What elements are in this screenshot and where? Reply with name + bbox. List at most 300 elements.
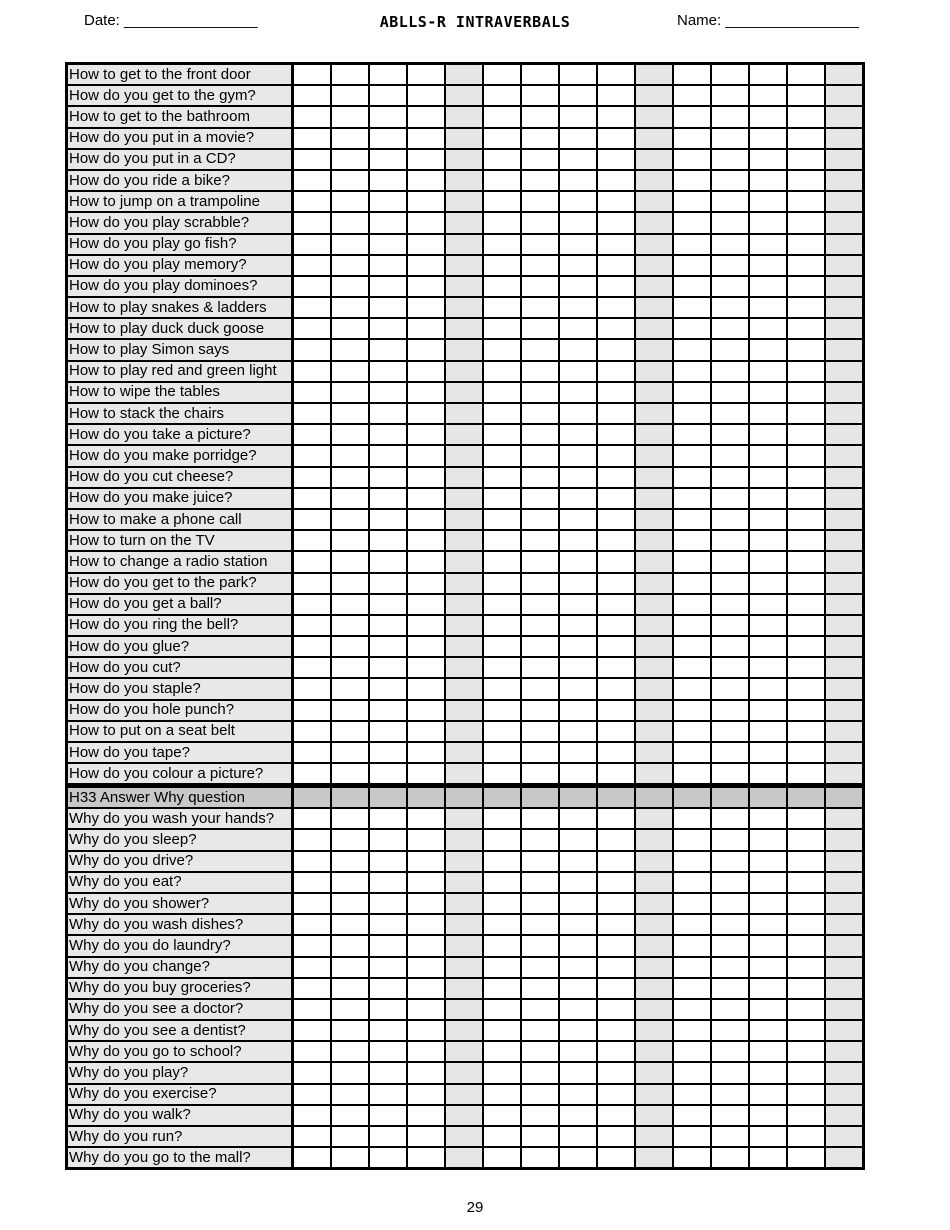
score-cell[interactable] bbox=[597, 914, 635, 935]
score-cell[interactable] bbox=[521, 893, 559, 914]
score-cell[interactable] bbox=[559, 636, 597, 657]
score-cell[interactable] bbox=[749, 999, 787, 1020]
score-cell[interactable] bbox=[483, 276, 521, 297]
score-cell[interactable] bbox=[825, 234, 864, 255]
score-cell[interactable] bbox=[331, 914, 369, 935]
score-cell[interactable] bbox=[521, 1041, 559, 1062]
score-cell[interactable] bbox=[749, 424, 787, 445]
score-cell[interactable] bbox=[749, 85, 787, 106]
score-cell[interactable] bbox=[369, 615, 407, 636]
score-cell[interactable] bbox=[407, 403, 445, 424]
score-cell[interactable] bbox=[369, 297, 407, 318]
score-cell[interactable] bbox=[711, 700, 749, 721]
score-cell[interactable] bbox=[521, 339, 559, 360]
score-cell[interactable] bbox=[825, 488, 864, 509]
score-cell[interactable] bbox=[293, 594, 332, 615]
score-cell[interactable] bbox=[483, 1147, 521, 1169]
score-cell[interactable] bbox=[559, 382, 597, 403]
score-cell[interactable] bbox=[521, 1126, 559, 1147]
score-cell[interactable] bbox=[825, 128, 864, 149]
score-cell[interactable] bbox=[407, 978, 445, 999]
score-cell[interactable] bbox=[331, 742, 369, 763]
score-cell[interactable] bbox=[331, 467, 369, 488]
score-cell[interactable] bbox=[635, 85, 673, 106]
score-cell[interactable] bbox=[749, 573, 787, 594]
score-cell[interactable] bbox=[711, 149, 749, 170]
score-cell[interactable] bbox=[293, 829, 332, 850]
score-cell[interactable] bbox=[749, 361, 787, 382]
score-cell[interactable] bbox=[331, 978, 369, 999]
score-cell[interactable] bbox=[445, 551, 483, 572]
score-cell[interactable] bbox=[597, 445, 635, 466]
score-cell[interactable] bbox=[293, 678, 332, 699]
score-cell[interactable] bbox=[483, 1105, 521, 1126]
score-cell[interactable] bbox=[787, 1105, 825, 1126]
score-cell[interactable] bbox=[445, 893, 483, 914]
score-cell[interactable] bbox=[749, 594, 787, 615]
score-cell[interactable] bbox=[635, 594, 673, 615]
score-cell[interactable] bbox=[331, 170, 369, 191]
score-cell[interactable] bbox=[673, 851, 711, 872]
score-cell[interactable] bbox=[521, 1062, 559, 1083]
score-cell[interactable] bbox=[711, 85, 749, 106]
score-cell[interactable] bbox=[293, 808, 332, 829]
score-cell[interactable] bbox=[825, 1126, 864, 1147]
score-cell[interactable] bbox=[749, 339, 787, 360]
score-cell[interactable] bbox=[559, 1041, 597, 1062]
score-cell[interactable] bbox=[749, 64, 787, 86]
score-cell[interactable] bbox=[369, 978, 407, 999]
score-cell[interactable] bbox=[787, 509, 825, 530]
score-cell[interactable] bbox=[293, 636, 332, 657]
score-cell[interactable] bbox=[559, 234, 597, 255]
score-cell[interactable] bbox=[787, 700, 825, 721]
score-cell[interactable] bbox=[825, 318, 864, 339]
score-cell[interactable] bbox=[521, 191, 559, 212]
score-cell[interactable] bbox=[597, 872, 635, 893]
score-cell[interactable] bbox=[407, 255, 445, 276]
score-cell[interactable] bbox=[331, 1126, 369, 1147]
score-cell[interactable] bbox=[825, 829, 864, 850]
score-cell[interactable] bbox=[521, 318, 559, 339]
score-cell[interactable] bbox=[711, 829, 749, 850]
score-cell[interactable] bbox=[635, 1041, 673, 1062]
score-cell[interactable] bbox=[825, 573, 864, 594]
score-cell[interactable] bbox=[293, 999, 332, 1020]
score-cell[interactable] bbox=[369, 1020, 407, 1041]
score-cell[interactable] bbox=[559, 445, 597, 466]
score-cell[interactable] bbox=[635, 106, 673, 127]
score-cell[interactable] bbox=[597, 297, 635, 318]
score-cell[interactable] bbox=[559, 893, 597, 914]
score-cell[interactable] bbox=[445, 1147, 483, 1169]
score-cell[interactable] bbox=[369, 1105, 407, 1126]
score-cell[interactable] bbox=[407, 424, 445, 445]
score-cell[interactable] bbox=[711, 1084, 749, 1105]
score-cell[interactable] bbox=[825, 700, 864, 721]
score-cell[interactable] bbox=[787, 212, 825, 233]
score-cell[interactable] bbox=[331, 957, 369, 978]
score-cell[interactable] bbox=[749, 445, 787, 466]
score-cell[interactable] bbox=[787, 742, 825, 763]
score-cell[interactable] bbox=[635, 851, 673, 872]
score-cell[interactable] bbox=[445, 742, 483, 763]
score-cell[interactable] bbox=[369, 234, 407, 255]
score-cell[interactable] bbox=[673, 1126, 711, 1147]
score-cell[interactable] bbox=[597, 978, 635, 999]
score-cell[interactable] bbox=[635, 872, 673, 893]
score-cell[interactable] bbox=[787, 234, 825, 255]
score-cell[interactable] bbox=[787, 467, 825, 488]
score-cell[interactable] bbox=[749, 212, 787, 233]
score-cell[interactable] bbox=[711, 424, 749, 445]
score-cell[interactable] bbox=[825, 382, 864, 403]
score-cell[interactable] bbox=[749, 1020, 787, 1041]
score-cell[interactable] bbox=[749, 700, 787, 721]
score-cell[interactable] bbox=[635, 742, 673, 763]
score-cell[interactable] bbox=[635, 700, 673, 721]
score-cell[interactable] bbox=[483, 318, 521, 339]
score-cell[interactable] bbox=[331, 763, 369, 785]
score-cell[interactable] bbox=[673, 721, 711, 742]
score-cell[interactable] bbox=[749, 1147, 787, 1169]
score-cell[interactable] bbox=[483, 978, 521, 999]
score-cell[interactable] bbox=[787, 1041, 825, 1062]
score-cell[interactable] bbox=[711, 657, 749, 678]
score-cell[interactable] bbox=[711, 935, 749, 956]
score-cell[interactable] bbox=[825, 297, 864, 318]
score-cell[interactable] bbox=[445, 999, 483, 1020]
score-cell[interactable] bbox=[483, 297, 521, 318]
score-cell[interactable] bbox=[369, 382, 407, 403]
score-cell[interactable] bbox=[521, 978, 559, 999]
score-cell[interactable] bbox=[445, 721, 483, 742]
score-cell[interactable] bbox=[483, 721, 521, 742]
score-cell[interactable] bbox=[749, 1084, 787, 1105]
score-cell[interactable] bbox=[559, 1084, 597, 1105]
score-cell[interactable] bbox=[293, 361, 332, 382]
score-cell[interactable] bbox=[635, 1105, 673, 1126]
score-cell[interactable] bbox=[825, 893, 864, 914]
score-cell[interactable] bbox=[787, 361, 825, 382]
score-cell[interactable] bbox=[559, 149, 597, 170]
score-cell[interactable] bbox=[635, 1020, 673, 1041]
score-cell[interactable] bbox=[711, 978, 749, 999]
score-cell[interactable] bbox=[521, 808, 559, 829]
score-cell[interactable] bbox=[483, 872, 521, 893]
score-cell[interactable] bbox=[673, 467, 711, 488]
score-cell[interactable] bbox=[559, 678, 597, 699]
score-cell[interactable] bbox=[825, 445, 864, 466]
score-cell[interactable] bbox=[559, 361, 597, 382]
score-cell[interactable] bbox=[635, 935, 673, 956]
score-cell[interactable] bbox=[407, 914, 445, 935]
score-cell[interactable] bbox=[597, 763, 635, 785]
score-cell[interactable] bbox=[331, 318, 369, 339]
score-cell[interactable] bbox=[749, 893, 787, 914]
score-cell[interactable] bbox=[521, 382, 559, 403]
score-cell[interactable] bbox=[331, 255, 369, 276]
score-cell[interactable] bbox=[521, 914, 559, 935]
score-cell[interactable] bbox=[521, 700, 559, 721]
score-cell[interactable] bbox=[787, 297, 825, 318]
score-cell[interactable] bbox=[445, 808, 483, 829]
score-cell[interactable] bbox=[635, 893, 673, 914]
score-cell[interactable] bbox=[711, 957, 749, 978]
score-cell[interactable] bbox=[407, 935, 445, 956]
score-cell[interactable] bbox=[635, 212, 673, 233]
score-cell[interactable] bbox=[559, 1126, 597, 1147]
score-cell[interactable] bbox=[825, 1020, 864, 1041]
score-cell[interactable] bbox=[407, 467, 445, 488]
score-cell[interactable] bbox=[559, 829, 597, 850]
score-cell[interactable] bbox=[293, 488, 332, 509]
score-cell[interactable] bbox=[559, 128, 597, 149]
score-cell[interactable] bbox=[293, 318, 332, 339]
score-cell[interactable] bbox=[369, 763, 407, 785]
score-cell[interactable] bbox=[749, 234, 787, 255]
score-cell[interactable] bbox=[559, 488, 597, 509]
score-cell[interactable] bbox=[369, 1041, 407, 1062]
score-cell[interactable] bbox=[559, 170, 597, 191]
score-cell[interactable] bbox=[825, 935, 864, 956]
score-cell[interactable] bbox=[749, 509, 787, 530]
score-cell[interactable] bbox=[711, 1126, 749, 1147]
score-cell[interactable] bbox=[787, 530, 825, 551]
score-cell[interactable] bbox=[445, 297, 483, 318]
score-cell[interactable] bbox=[711, 191, 749, 212]
score-cell[interactable] bbox=[787, 318, 825, 339]
score-cell[interactable] bbox=[293, 872, 332, 893]
score-cell[interactable] bbox=[293, 212, 332, 233]
score-cell[interactable] bbox=[521, 763, 559, 785]
score-cell[interactable] bbox=[293, 128, 332, 149]
score-cell[interactable] bbox=[597, 361, 635, 382]
score-cell[interactable] bbox=[635, 467, 673, 488]
score-cell[interactable] bbox=[331, 829, 369, 850]
score-cell[interactable] bbox=[331, 1062, 369, 1083]
score-cell[interactable] bbox=[483, 234, 521, 255]
score-cell[interactable] bbox=[521, 170, 559, 191]
score-cell[interactable] bbox=[787, 615, 825, 636]
score-cell[interactable] bbox=[559, 106, 597, 127]
score-cell[interactable] bbox=[711, 742, 749, 763]
score-cell[interactable] bbox=[559, 763, 597, 785]
score-cell[interactable] bbox=[445, 530, 483, 551]
score-cell[interactable] bbox=[749, 297, 787, 318]
score-cell[interactable] bbox=[369, 851, 407, 872]
score-cell[interactable] bbox=[293, 1147, 332, 1169]
score-cell[interactable] bbox=[749, 636, 787, 657]
score-cell[interactable] bbox=[521, 636, 559, 657]
score-cell[interactable] bbox=[673, 255, 711, 276]
score-cell[interactable] bbox=[407, 149, 445, 170]
score-cell[interactable] bbox=[825, 1062, 864, 1083]
score-cell[interactable] bbox=[331, 276, 369, 297]
score-cell[interactable] bbox=[711, 872, 749, 893]
score-cell[interactable] bbox=[787, 893, 825, 914]
score-cell[interactable] bbox=[369, 594, 407, 615]
score-cell[interactable] bbox=[483, 255, 521, 276]
score-cell[interactable] bbox=[597, 64, 635, 86]
score-cell[interactable] bbox=[483, 149, 521, 170]
score-cell[interactable] bbox=[521, 678, 559, 699]
score-cell[interactable] bbox=[293, 573, 332, 594]
score-cell[interactable] bbox=[635, 445, 673, 466]
score-cell[interactable] bbox=[559, 339, 597, 360]
score-cell[interactable] bbox=[483, 999, 521, 1020]
score-cell[interactable] bbox=[711, 234, 749, 255]
score-cell[interactable] bbox=[331, 615, 369, 636]
score-cell[interactable] bbox=[635, 509, 673, 530]
score-cell[interactable] bbox=[407, 509, 445, 530]
score-cell[interactable] bbox=[825, 1147, 864, 1169]
score-cell[interactable] bbox=[635, 914, 673, 935]
score-cell[interactable] bbox=[749, 128, 787, 149]
score-cell[interactable] bbox=[407, 1147, 445, 1169]
score-cell[interactable] bbox=[521, 106, 559, 127]
score-cell[interactable] bbox=[445, 872, 483, 893]
score-cell[interactable] bbox=[331, 678, 369, 699]
score-cell[interactable] bbox=[749, 276, 787, 297]
score-cell[interactable] bbox=[407, 297, 445, 318]
score-cell[interactable] bbox=[825, 594, 864, 615]
score-cell[interactable] bbox=[331, 808, 369, 829]
score-cell[interactable] bbox=[711, 318, 749, 339]
score-cell[interactable] bbox=[521, 530, 559, 551]
score-cell[interactable] bbox=[635, 64, 673, 86]
score-cell[interactable] bbox=[483, 85, 521, 106]
score-cell[interactable] bbox=[711, 1105, 749, 1126]
score-cell[interactable] bbox=[559, 700, 597, 721]
score-cell[interactable] bbox=[749, 657, 787, 678]
score-cell[interactable] bbox=[673, 957, 711, 978]
score-cell[interactable] bbox=[331, 872, 369, 893]
score-cell[interactable] bbox=[749, 191, 787, 212]
score-cell[interactable] bbox=[369, 700, 407, 721]
score-cell[interactable] bbox=[407, 339, 445, 360]
score-cell[interactable] bbox=[445, 276, 483, 297]
score-cell[interactable] bbox=[331, 1020, 369, 1041]
score-cell[interactable] bbox=[787, 403, 825, 424]
score-cell[interactable] bbox=[483, 382, 521, 403]
score-cell[interactable] bbox=[597, 1105, 635, 1126]
score-cell[interactable] bbox=[369, 935, 407, 956]
score-cell[interactable] bbox=[293, 64, 332, 86]
score-cell[interactable] bbox=[673, 191, 711, 212]
score-cell[interactable] bbox=[787, 488, 825, 509]
score-cell[interactable] bbox=[369, 573, 407, 594]
score-cell[interactable] bbox=[293, 935, 332, 956]
score-cell[interactable] bbox=[825, 85, 864, 106]
score-cell[interactable] bbox=[673, 276, 711, 297]
score-cell[interactable] bbox=[597, 530, 635, 551]
score-cell[interactable] bbox=[407, 128, 445, 149]
score-cell[interactable] bbox=[673, 1084, 711, 1105]
score-cell[interactable] bbox=[711, 914, 749, 935]
score-cell[interactable] bbox=[293, 149, 332, 170]
score-cell[interactable] bbox=[787, 978, 825, 999]
score-cell[interactable] bbox=[445, 594, 483, 615]
score-cell[interactable] bbox=[597, 700, 635, 721]
score-cell[interactable] bbox=[559, 530, 597, 551]
score-cell[interactable] bbox=[369, 488, 407, 509]
score-cell[interactable] bbox=[559, 1062, 597, 1083]
score-cell[interactable] bbox=[711, 808, 749, 829]
score-cell[interactable] bbox=[787, 678, 825, 699]
score-cell[interactable] bbox=[331, 403, 369, 424]
score-cell[interactable] bbox=[635, 573, 673, 594]
score-cell[interactable] bbox=[483, 700, 521, 721]
score-cell[interactable] bbox=[331, 85, 369, 106]
score-cell[interactable] bbox=[407, 1041, 445, 1062]
score-cell[interactable] bbox=[597, 106, 635, 127]
score-cell[interactable] bbox=[331, 361, 369, 382]
score-cell[interactable] bbox=[331, 530, 369, 551]
score-cell[interactable] bbox=[673, 149, 711, 170]
score-cell[interactable] bbox=[597, 721, 635, 742]
score-cell[interactable] bbox=[673, 234, 711, 255]
score-cell[interactable] bbox=[597, 509, 635, 530]
score-cell[interactable] bbox=[521, 276, 559, 297]
score-cell[interactable] bbox=[521, 721, 559, 742]
score-cell[interactable] bbox=[483, 1041, 521, 1062]
score-cell[interactable] bbox=[825, 255, 864, 276]
score-cell[interactable] bbox=[407, 191, 445, 212]
score-cell[interactable] bbox=[331, 1084, 369, 1105]
score-cell[interactable] bbox=[749, 1105, 787, 1126]
score-cell[interactable] bbox=[483, 678, 521, 699]
score-cell[interactable] bbox=[369, 636, 407, 657]
score-cell[interactable] bbox=[445, 170, 483, 191]
score-cell[interactable] bbox=[635, 615, 673, 636]
score-cell[interactable] bbox=[559, 615, 597, 636]
score-cell[interactable] bbox=[597, 1020, 635, 1041]
score-cell[interactable] bbox=[293, 700, 332, 721]
score-cell[interactable] bbox=[673, 808, 711, 829]
score-cell[interactable] bbox=[787, 594, 825, 615]
score-cell[interactable] bbox=[673, 636, 711, 657]
score-cell[interactable] bbox=[635, 297, 673, 318]
score-cell[interactable] bbox=[635, 978, 673, 999]
score-cell[interactable] bbox=[559, 808, 597, 829]
score-cell[interactable] bbox=[635, 170, 673, 191]
score-cell[interactable] bbox=[521, 1147, 559, 1169]
score-cell[interactable] bbox=[445, 700, 483, 721]
score-cell[interactable] bbox=[483, 551, 521, 572]
score-cell[interactable] bbox=[711, 297, 749, 318]
score-cell[interactable] bbox=[521, 403, 559, 424]
score-cell[interactable] bbox=[369, 255, 407, 276]
score-cell[interactable] bbox=[749, 678, 787, 699]
score-cell[interactable] bbox=[787, 935, 825, 956]
score-cell[interactable] bbox=[749, 1126, 787, 1147]
score-cell[interactable] bbox=[787, 1084, 825, 1105]
score-cell[interactable] bbox=[521, 467, 559, 488]
score-cell[interactable] bbox=[331, 149, 369, 170]
score-cell[interactable] bbox=[483, 530, 521, 551]
score-cell[interactable] bbox=[559, 276, 597, 297]
score-cell[interactable] bbox=[369, 872, 407, 893]
score-cell[interactable] bbox=[369, 678, 407, 699]
score-cell[interactable] bbox=[407, 700, 445, 721]
score-cell[interactable] bbox=[483, 1062, 521, 1083]
score-cell[interactable] bbox=[711, 1147, 749, 1169]
score-cell[interactable] bbox=[407, 1062, 445, 1083]
score-cell[interactable] bbox=[331, 594, 369, 615]
score-cell[interactable] bbox=[331, 893, 369, 914]
score-cell[interactable] bbox=[787, 657, 825, 678]
